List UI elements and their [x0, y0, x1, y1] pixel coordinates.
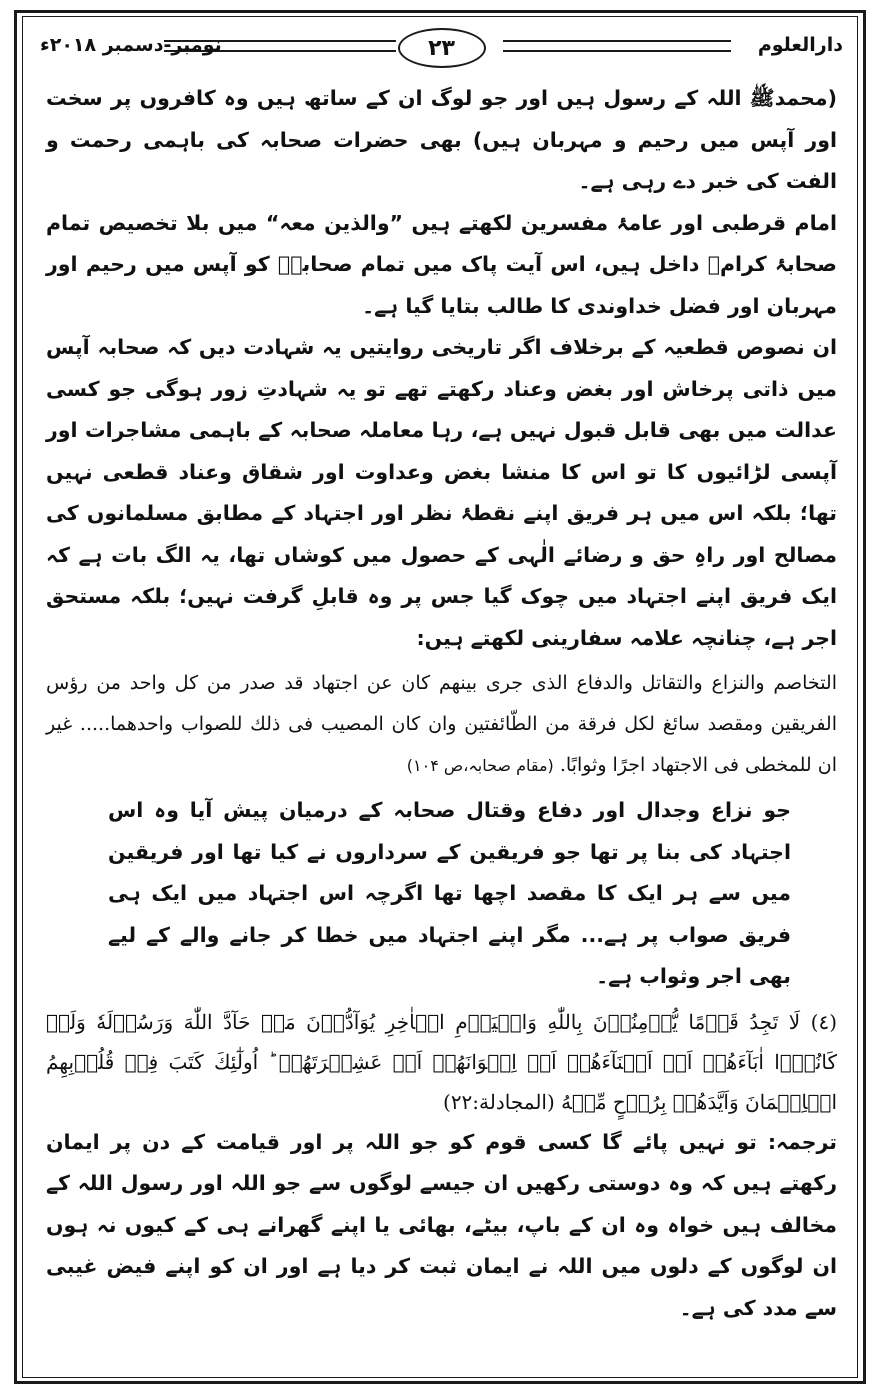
page-header	[40, 28, 843, 68]
verse-translation: ترجمہ: تو نہیں پائے گا کسی قوم کو جو اللہ پر اور قیامت کے دن پر ایمان رکھتے ہیں کہ وہ دوستی رکھیں ان جیسے لوگوں سے جو اللہ اور رسول اللہ کے مخالف ہیں خواہ وہ ان کے باپ، بیٹے، بھائی یا اپنے گھرانے ہی کے کیوں نہ ہوں ان لوگوں کے دلوں میں اللہ نے ایمان ثبت کر دیا ہے اور ان کو اپنے فیض غیبی سے مدد کی ہے۔	[46, 1129, 838, 1320]
journal-name: دارالعلوم	[757, 34, 843, 56]
page-number: ۲۳	[398, 28, 486, 68]
header-rule-right	[503, 40, 731, 52]
arabic-quote-reference: (مقام صحابہ،ص ۱۰۴)	[406, 756, 554, 775]
quote-translation: جو نزاع وجدال اور دفاع وقتال صحابہ کے درمیان پیش آیا وہ اس اجتہاد کی بنا پر تھا جو فریقین کے سرداروں نے کیا تھا اور فریقین میں سے ہر ایک کا مقصد اچھا تھا اگرچہ اس اجتہاد میں ایک ہی فریق صواب پر ہے... مگر اپنے اجتہاد میں خطا کر جانے والے کے لیے بھی اجر وثواب ہے۔	[108, 798, 791, 988]
paragraph-2: امام قرطبی اور عامۂ مفسرین لکھتے ہیں ”والذین معہ“ میں بلا تخصیص تمام صحابۂ کرامؓ داخل ہیں، اس آیت پاک میں تمام صحابہؓ کو آپس میں رحیم اور مہربان اور فضل خداوندی کا طالب بتایا گیا ہے۔	[46, 210, 837, 318]
page-body	[46, 78, 837, 1329]
paragraph-3: ان نصوص قطعیہ کے برخلاف اگر تاریخی روایتیں یہ شہادت دیں کہ صحابہ آپس میں ذاتی پرخاش اور بغض وعناد رکھتے تھے تو یہ شہادتِ زور ہوگی جو کسی عدالت میں بھی قابل قبول نہیں ہے، رہا معاملہ صحابہ کے باہمی مشاجرات اور آپسی لڑائیوں کا تو اس کا منشا بغض وعداوت اور شقاق وعناد قطعی نہیں تھا؛ بلکہ اس میں ہر فریق اپنے نقطۂ نظر اور اجتہاد کے مطابق مسلمانوں کی مصالح اور راہِ حق و رضائے الٰہی کے حصول میں کوشاں تھا، یہ الگ بات ہے کہ ایک فریق اپنے اجتہاد میں چوک گیا جس پر وہ قابلِ گرفت نہیں؛ بلکہ مستحق اجر ہے، چنانچہ علامہ سفارینی لکھتے ہیں:	[46, 335, 837, 650]
arabic-quote-text: التخاصم والنزاع والتقاتل والدفاع الذی جری بینهم کان عن اجتهاد قد صدر من کل واحد من رؤس الفریقین ومقصد سائغ لکل فرقة من الطّائفتین وان کان المصیب فی ذلك للصواب واحدهما..... غیر ان للمخطی فی الاجتهاد اجرًا وثوابًا.	[46, 672, 837, 776]
quran-verse: (٤) لَا تَجِدُ قَوۡمًا یُّؤۡمِنُوۡنَ بِاللّٰهِ وَالۡیَوۡمِ الۡاٰخِرِ یُوَآدُّوۡنَ مَنۡ حَآدَّ اللّٰهَ وَرَسُوۡلَهٗ وَلَوۡ كَانُوۡۤا اٰبَآءَهُمۡ اَوۡ اَبۡنَآءَهُمۡ اَوۡ اِخۡوَانَهُمۡ اَوۡ عَشِیۡرَتَهُمۡ ؕ اُولٰٓئِكَ كَتَبَ فِیۡ قُلُوۡبِهِمُ الۡاِیۡمَانَ وَاَیَّدَهُمۡ بِرُوۡحٍ مِّنۡهُ (المجادلة:۲۲)	[46, 1009, 837, 1114]
issue-date: نومبر-دسمبر ۲۰۱۸ء	[40, 34, 222, 56]
arabic-quote	[46, 663, 837, 786]
paragraph-1: (محمدﷺ اللہ کے رسول ہیں اور جو لوگ ان کے ساتھ ہیں وہ کافروں پر سخت اور آپس میں رحیم و مہربان ہیں) بھی حضرات صحابہ کی باہمی رحمت و الفت کی خبر دے رہی ہے۔	[46, 86, 837, 193]
